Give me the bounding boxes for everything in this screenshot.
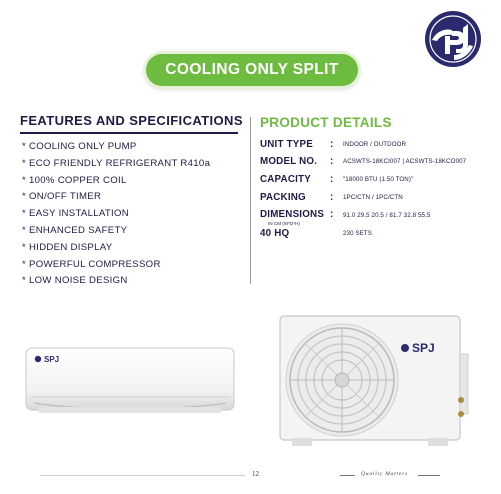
list-item: * EASY INSTALLATION	[22, 208, 129, 220]
list-item: * HIDDEN DISPLAY	[22, 241, 113, 253]
list-item: * 100% COPPER COIL	[22, 174, 127, 186]
detail-value: 91.0 29.5 20.5 / 81.7 32.8 55.5	[343, 212, 431, 219]
footer-rule-left	[40, 475, 245, 476]
list-item: * ON/OFF TIMER	[22, 191, 102, 203]
details-title: PRODUCT DETAILS	[260, 115, 392, 130]
outdoor-unit-image	[278, 314, 470, 451]
indoor-unit-image	[24, 345, 236, 417]
category-banner: COOLING ONLY SPLIT	[146, 54, 358, 86]
detail-colon: :	[330, 139, 334, 150]
column-divider	[250, 117, 251, 284]
indoor-brand-label: SPJ	[44, 355, 60, 364]
detail-value: 230 SETS	[343, 230, 373, 237]
detail-value: "18000 BTU (1.50 TON)"	[343, 176, 414, 183]
detail-value: 1PC/CTN / 1PC/CTN	[343, 194, 403, 201]
list-item: * POWERFUL COMPRESSOR	[22, 258, 161, 270]
detail-sublabel: IN CM (W*D*H)	[268, 221, 300, 226]
feature-list	[22, 139, 210, 290]
detail-label: CAPACITY	[260, 174, 311, 185]
detail-colon: :	[330, 174, 334, 185]
detail-label: PACKING	[260, 192, 306, 203]
outdoor-brand-label: SPJ	[412, 341, 435, 355]
detail-value: ACSWTS-18KCI007 | ACSWTS-18KCO007	[343, 158, 467, 165]
detail-label: MODEL NO.	[260, 156, 318, 167]
detail-label: DIMENSIONS	[260, 209, 325, 220]
detail-colon: :	[330, 209, 334, 220]
detail-colon: :	[330, 192, 334, 203]
detail-label: UNIT TYPE	[260, 139, 313, 150]
features-title: FEATURES AND SPECIFICATIONS	[20, 113, 243, 128]
detail-label: 40 HQ	[260, 228, 290, 239]
list-item: * COOLING ONLY PUMP	[22, 141, 137, 152]
detail-value: INDOOR / OUTDOOR	[343, 141, 407, 148]
list-item: * ECO FRIENDLY REFRIGERANT R410a	[22, 157, 211, 169]
detail-colon: :	[330, 156, 334, 167]
footer-tagline: Quality Matters	[361, 471, 408, 477]
page-number: 12	[252, 470, 259, 478]
list-item: * LOW NOISE DESIGN	[22, 275, 128, 287]
features-underline	[20, 132, 238, 134]
list-item: * ENHANCED SAFETY	[22, 224, 128, 236]
footer-rule-right	[340, 475, 355, 476]
spj-logo-icon	[424, 10, 482, 68]
footer-rule-right-end	[418, 475, 440, 476]
